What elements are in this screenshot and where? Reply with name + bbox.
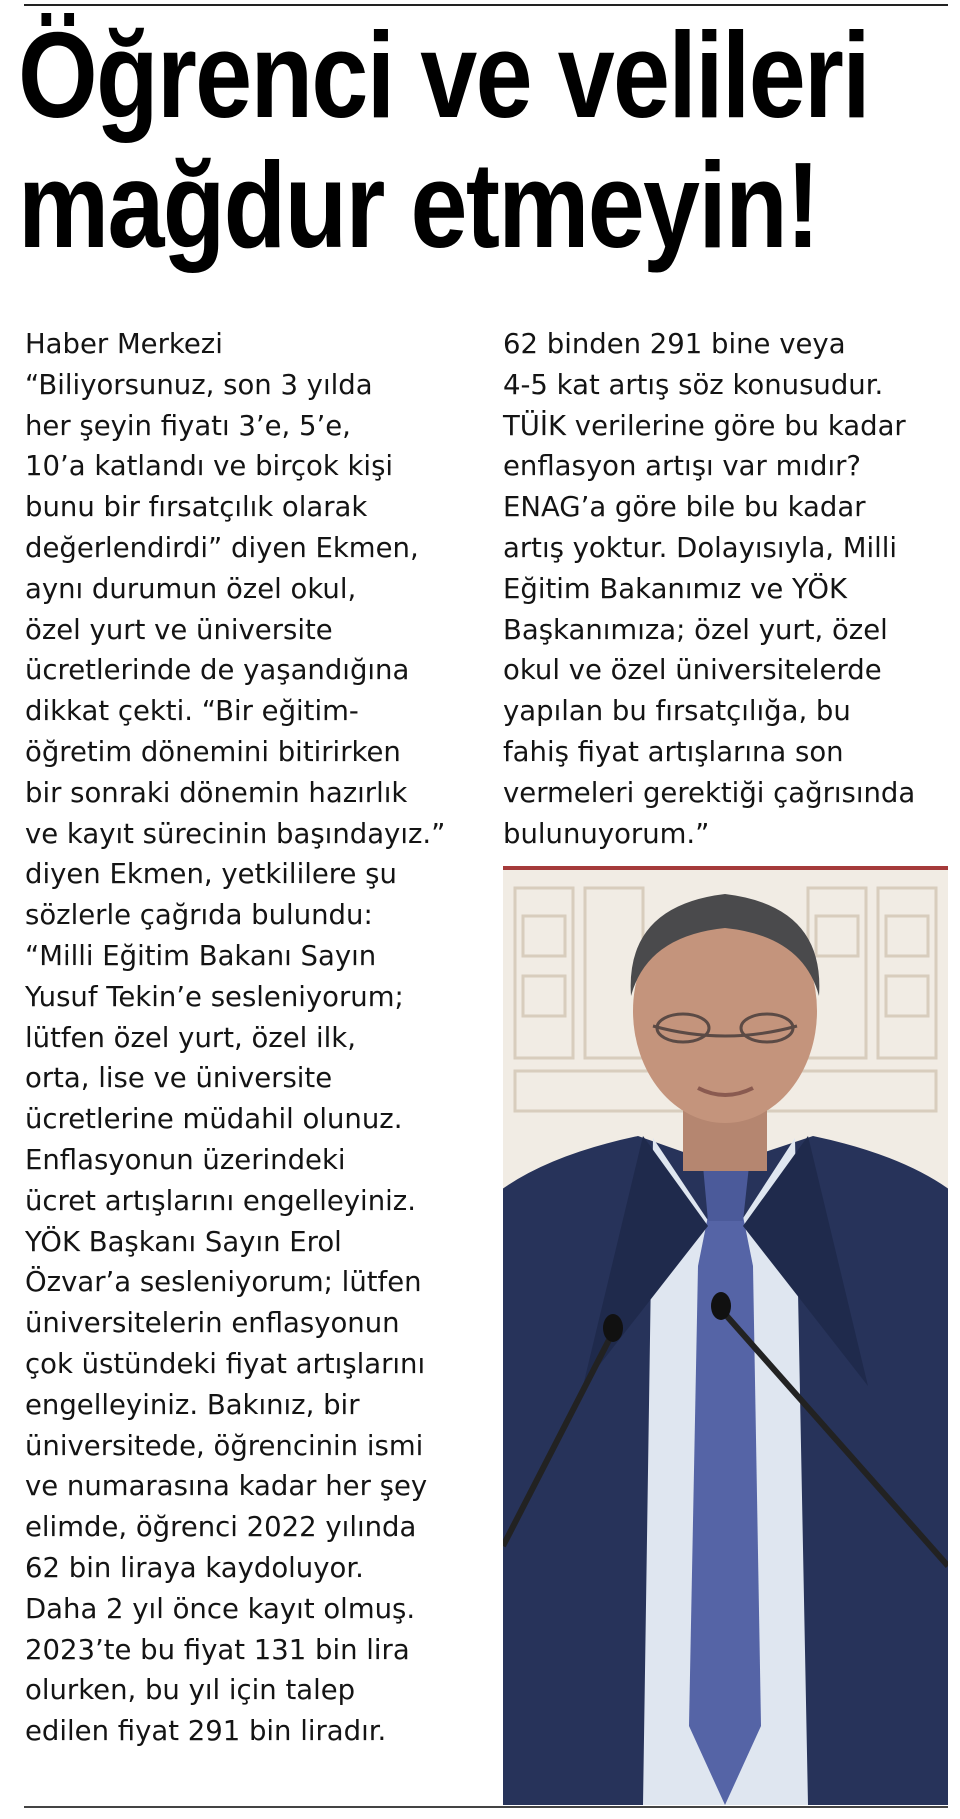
article-right-column (503, 324, 948, 854)
left-column-line: Enflasyonun üzerindeki (25, 1143, 346, 1176)
right-column-line: artış yoktur. Dolayısıyla, Milli (503, 531, 898, 564)
left-column-line: edilen fiyat 291 bin liradır. (25, 1715, 387, 1748)
speaker-photo-illustration (503, 866, 948, 1805)
left-column-line: değerlendirdi” diyen Ekmen, (25, 531, 419, 564)
left-column-line: ve numarasına kadar her şey (25, 1470, 428, 1503)
left-column-line: özel yurt ve üniversite (25, 613, 333, 646)
left-column-line: lütfen özel yurt, özel ilk, (25, 1021, 356, 1054)
right-microphone-head (711, 1292, 731, 1320)
photo-top-stripe (503, 866, 948, 870)
left-column-line: bir sonraki dönemin hazırlık (25, 776, 408, 809)
left-column-line: aynı durumun özel okul, (25, 572, 357, 605)
left-column-line: ücretlerinde de yaşandığına (25, 654, 410, 687)
right-column-line: ENAG’a göre bile bu kadar (503, 491, 866, 524)
left-column-line: Yusuf Tekin’e sesleniyorum; (25, 980, 404, 1013)
right-column-line: Eğitim Bakanımız ve YÖK (503, 572, 848, 605)
left-column-line: elimde, öğrenci 2022 yılında (25, 1511, 417, 1544)
left-column-line: ve kayıt sürecinin başındayız.” (25, 817, 446, 850)
left-column-line: sözlerle çağrıda bulundu: (25, 899, 373, 932)
right-column-line: enflasyon artışı var mıdır? (503, 450, 862, 483)
left-column-line: YÖK Başkanı Sayın Erol (25, 1225, 342, 1258)
left-column-line: 62 bin liraya kaydoluyor. (25, 1551, 364, 1584)
headline-line-2: mağdur etmeyin! (18, 137, 819, 273)
right-column-line: 62 binden 291 bine veya (503, 328, 846, 360)
right-column-line: yapılan bu fırsatçılığa, bu (503, 695, 851, 728)
left-column-line: çok üstündeki fiyat artışlarını (25, 1347, 426, 1380)
top-rule (24, 4, 948, 6)
headline-line-1: Öğrenci ve velileri (18, 7, 870, 143)
left-column-line: Haber Merkezi (25, 328, 223, 360)
left-column-line: 10’a katlandı ve birçok kişi (25, 450, 394, 483)
tie-knot (703, 1166, 749, 1221)
article-left-column (25, 324, 487, 1752)
right-column-line: fahiş fiyat artışlarına son (503, 735, 844, 768)
right-column-line: okul ve özel üniversitelerde (503, 654, 882, 687)
right-column-line: Başkanımıza; özel yurt, özel (503, 613, 888, 646)
right-column-line: vermeleri gerektiği çağrısında (503, 776, 916, 809)
left-column-line: engelleyiniz. Bakınız, bir (25, 1388, 360, 1421)
article-photo (503, 866, 948, 1805)
headline (18, 7, 870, 273)
left-microphone-head (603, 1314, 623, 1342)
left-column-line: ücret artışlarını engelleyiniz. (25, 1184, 416, 1217)
left-column-line: orta, lise ve üniversite (25, 1062, 333, 1095)
left-column-line: diyen Ekmen, yetkililere şu (25, 858, 397, 891)
left-column-line: “Milli Eğitim Bakanı Sayın (25, 939, 377, 972)
left-column-line: her şeyin fiyatı 3’e, 5’e, (25, 409, 351, 442)
left-column-line: Özvar’a sesleniyorum; lütfen (25, 1266, 422, 1299)
left-column-line: Daha 2 yıl önce kayıt olmuş. (25, 1592, 416, 1625)
bottom-rule (24, 1806, 948, 1808)
right-column-line: bulunuyorum.” (503, 817, 710, 850)
left-column-line: üniversitelerin enflasyonun (25, 1307, 400, 1340)
left-column-line: “Biliyorsunuz, son 3 yılda (25, 368, 373, 401)
right-column-line: TÜİK verilerine göre bu kadar (503, 409, 906, 442)
left-column-line: dikkat çekti. “Bir eğitim- (25, 695, 359, 728)
left-column-line: üniversitede, öğrencinin ismi (25, 1429, 424, 1462)
left-column-line: olurken, bu yıl için talep (25, 1674, 356, 1707)
right-column-line: 4-5 kat artış söz konusudur. (503, 368, 884, 401)
left-column-line: bunu bir fırsatçılık olarak (25, 491, 368, 524)
left-column-line: 2023’te bu fiyat 131 bin lira (25, 1633, 410, 1666)
left-column-line: öğretim dönemini bitirirken (25, 735, 401, 768)
left-column-line: ücretlerine müdahil olunuz. (25, 1103, 403, 1136)
